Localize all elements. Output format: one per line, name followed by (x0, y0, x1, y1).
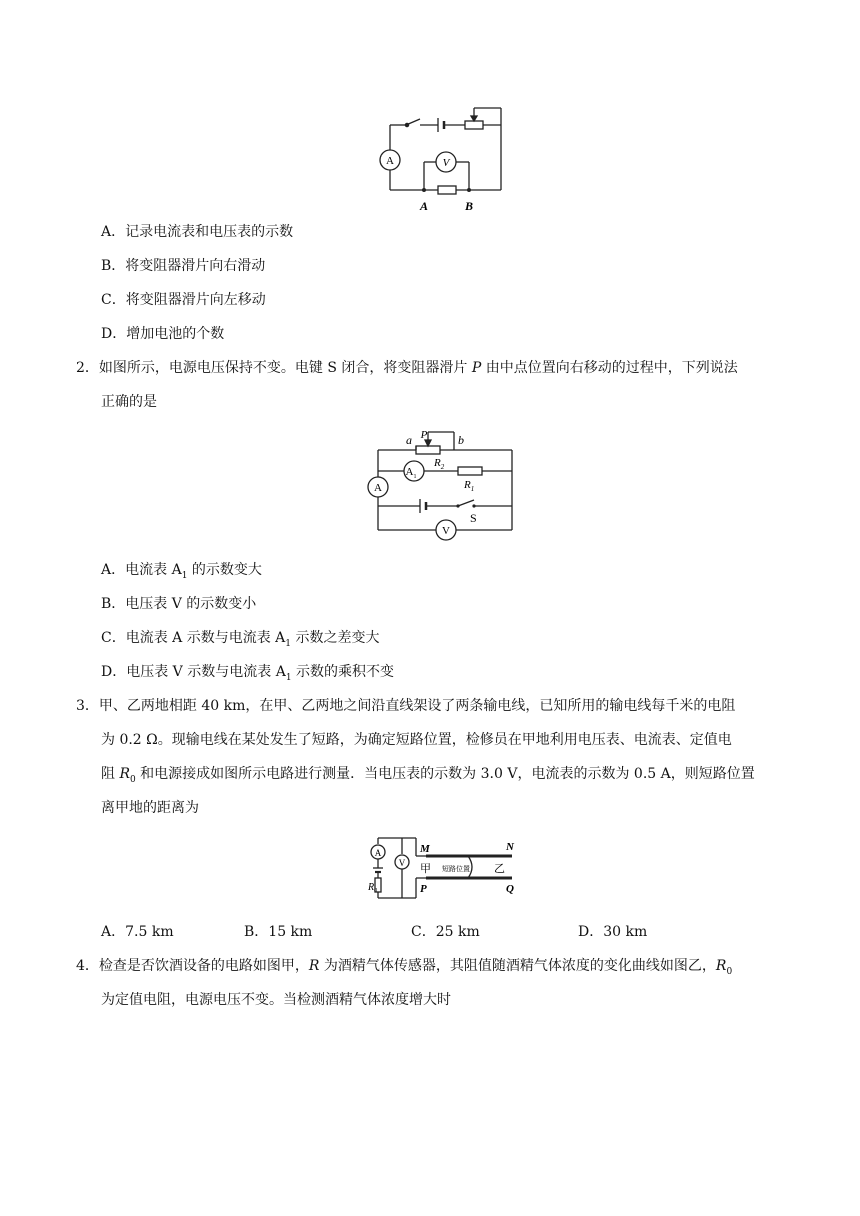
q2-option-a[interactable]: A．电流表 $A_1$ 的示数变大 (101, 562, 262, 581)
q2-meter-a: A (374, 482, 382, 494)
q2-option-b[interactable]: B．电压表 V 的示数变小 (101, 596, 257, 612)
q2-option-c[interactable]: C．电流表 A 示数与电流表 $A_1$ 示数之差变大 (101, 630, 380, 649)
q1-meter-v: V (442, 157, 450, 169)
q3-option-b[interactable]: B．15 km (244, 924, 313, 940)
q2-label-a: a (406, 433, 412, 447)
q1-circuit-diagram (370, 96, 520, 218)
q3-label-n: N (506, 841, 514, 853)
q3-label-short: 短路位置 (442, 865, 470, 873)
q2-label-r2: $R_2$ (434, 457, 445, 471)
q2-option-d[interactable]: D．电压表 V 示数与电流表 $A_1$ 示数的乘积不变 (101, 664, 394, 683)
q3-meter-a: A (374, 848, 382, 858)
q1-meter-a: A (386, 155, 394, 167)
q3-label-r0: $R_0$ (368, 882, 378, 894)
q2-stem-line1: 2．如图所示，电源电压保持不变。电键 S 闭合，将变阻器滑片 P 由中点位置向右移动的过程中，下列说法 (76, 360, 738, 376)
q3-label-yi: 乙 (494, 863, 505, 875)
q2-label-r1: $R_1$ (464, 479, 475, 493)
q4-stem-line1: 4．检查是否饮酒设备的电路如图甲，R 为酒精气体传感器，其阻值随酒精气体浓度的变化曲线如图乙，$R_0$ (76, 958, 733, 977)
q3-stem-line4: 离甲地的距离为 (101, 800, 199, 816)
q1-option-d[interactable]: D．增加电池的个数 (101, 326, 225, 342)
q4-stem-line2: 为定值电阻，电源电压不变。当检测酒精气体浓度增大时 (101, 992, 451, 1008)
q1-option-a[interactable]: A．记录电流表和电压表的示数 (101, 224, 294, 240)
q2-label-b: b (458, 433, 464, 447)
q3-meter-v: V (398, 858, 406, 868)
q3-label-jia: 甲 (420, 863, 431, 875)
q1-option-c[interactable]: C．将变阻器滑片向左移动 (101, 292, 266, 308)
q3-option-c[interactable]: C．25 km (411, 924, 480, 940)
q3-label-q: Q (506, 883, 514, 895)
q2-meter-a1: $A_1$ (405, 466, 417, 480)
q3-stem-line3: 阻 $R_0$ 和电源接成如图所示电路进行测量．当电压表的示数为 3.0 V，电流表的示数为 0.5 A，则短路位置 (101, 766, 755, 785)
q3-circuit-diagram (364, 830, 524, 906)
q3-label-p: P (420, 883, 427, 895)
q1-label-a: A (419, 199, 429, 213)
q2-meter-v: V (442, 525, 450, 537)
q1-label-b: B (464, 199, 474, 213)
q3-option-d[interactable]: D．30 km (578, 924, 648, 940)
q3-option-a[interactable]: A．7.5 km (101, 924, 174, 940)
q2-stem-line2: 正确的是 (101, 394, 157, 410)
q2-label-p: P (420, 429, 428, 441)
q3-stem-line1: 3．甲、乙两地相距 40 km，在甲、乙两地之间沿直线架设了两条输电线，已知所用的输电线每千米的电阻 (76, 698, 736, 714)
q1-option-b[interactable]: B．将变阻器滑片向右滑动 (101, 258, 266, 274)
q3-stem-line2: 为 0.2 Ω。现输电线在某处发生了短路，为确定短路位置，检修员在甲地利用电压表、电流表、定值电 (101, 732, 732, 748)
q2-label-s: S (470, 511, 477, 525)
q2-circuit-diagram (366, 426, 522, 546)
q3-label-m: M (420, 843, 430, 855)
